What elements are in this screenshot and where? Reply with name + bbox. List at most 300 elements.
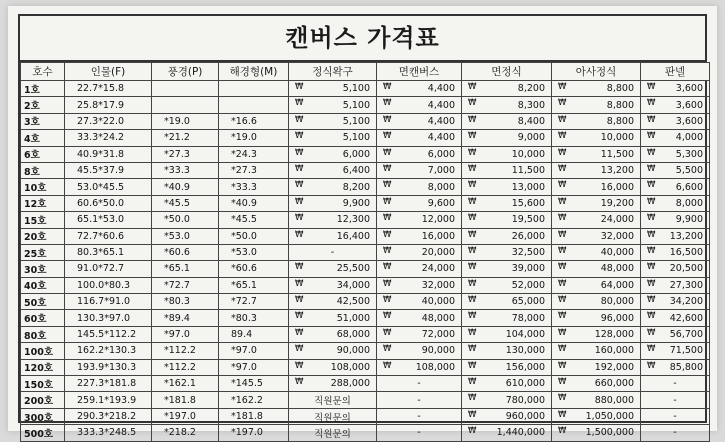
won-symbol: ₩ [468, 98, 477, 109]
cell-panel-price [641, 343, 710, 359]
cell-frame-price [289, 113, 377, 129]
won-symbol: ₩ [468, 377, 477, 388]
col-header-cotton-formal: 면정식 [462, 63, 552, 81]
won-symbol: ₩ [558, 426, 567, 437]
cell-cotton-canvas-price [377, 81, 462, 97]
cell-linen-formal-price [552, 376, 641, 392]
cell-cotton-formal-price [462, 113, 552, 129]
price-value: 610,000 [505, 378, 545, 390]
won-symbol: ₩ [295, 360, 304, 371]
won-symbol: ₩ [295, 114, 304, 125]
price-value: 156,000 [505, 361, 545, 373]
won-symbol: ₩ [383, 295, 392, 306]
cell-frame-price [289, 81, 377, 97]
cell-frame-price [289, 294, 377, 310]
cell-cotton-canvas-price [377, 244, 462, 260]
cell-linen-formal-price [552, 195, 641, 211]
table-row [21, 97, 710, 113]
won-symbol: ₩ [558, 196, 567, 207]
won-symbol: ₩ [647, 360, 656, 371]
cell-hosu: 25호 [21, 244, 65, 260]
cell-hosu: 100호 [21, 343, 65, 359]
price-value: 19,200 [600, 197, 634, 209]
price-value: 780,000 [505, 394, 545, 406]
table-row [21, 392, 710, 408]
col-header-panel: 판넬 [641, 63, 710, 81]
cell-portrait: 25.8*17.9 [65, 97, 152, 113]
price-value: 9,900 [675, 214, 703, 226]
won-symbol: ₩ [647, 147, 656, 158]
cell-landscape: *53.0 [152, 228, 219, 244]
price-value: 78,000 [511, 312, 545, 324]
price-value: 51,000 [336, 312, 370, 324]
cell-linen-formal-price [552, 425, 641, 441]
cell-landscape: *97.0 [152, 326, 219, 342]
won-symbol: ₩ [558, 245, 567, 256]
cell-cotton-formal-price [462, 359, 552, 375]
cell-hosu: 6호 [21, 146, 65, 162]
won-symbol: ₩ [647, 344, 656, 355]
won-symbol: ₩ [647, 311, 656, 322]
won-symbol: ₩ [558, 262, 567, 273]
cell-panel-price [641, 310, 710, 326]
won-symbol: ₩ [383, 278, 392, 289]
price-value: 13,000 [511, 181, 545, 193]
price-value: 19,500 [511, 214, 545, 226]
cell-marine: *27.3 [219, 162, 289, 178]
cell-frame-price [289, 277, 377, 293]
cell-landscape: *112.2 [152, 343, 219, 359]
cell-portrait: 333.3*248.5 [65, 425, 152, 441]
won-symbol: ₩ [558, 114, 567, 125]
won-symbol: ₩ [295, 98, 304, 109]
cell-hosu: 10호 [21, 179, 65, 195]
cell-linen-formal-price [552, 408, 641, 424]
won-symbol: ₩ [468, 344, 477, 355]
won-symbol: ₩ [647, 327, 656, 338]
cell-hosu: 8호 [21, 162, 65, 178]
cell-cotton-canvas-price [377, 179, 462, 195]
cell-panel-price [641, 326, 710, 342]
table-row [21, 228, 710, 244]
price-value: 24,000 [421, 263, 455, 275]
cell-cotton-formal-price [462, 425, 552, 441]
won-symbol: ₩ [295, 180, 304, 191]
won-symbol: ₩ [468, 245, 477, 256]
won-symbol: ₩ [468, 262, 477, 273]
won-symbol: ₩ [558, 180, 567, 191]
won-symbol: ₩ [295, 295, 304, 306]
cell-panel-price: - [641, 408, 710, 424]
table-row [21, 130, 710, 146]
table-row [21, 146, 710, 162]
cell-hosu: 30호 [21, 261, 65, 277]
won-symbol: ₩ [558, 147, 567, 158]
won-symbol: ₩ [383, 180, 392, 191]
won-symbol: ₩ [647, 180, 656, 191]
cell-frame-price [289, 326, 377, 342]
won-symbol: ₩ [383, 98, 392, 109]
col-header-landscape: 풍경(P) [152, 63, 219, 81]
cell-panel-price [641, 359, 710, 375]
cell-cotton-formal-price [462, 81, 552, 97]
price-value: 12,000 [421, 214, 455, 226]
won-symbol: ₩ [295, 213, 304, 224]
cell-portrait: 227.3*181.8 [65, 376, 152, 392]
price-value: 192,000 [594, 361, 634, 373]
cell-panel-price [641, 162, 710, 178]
won-symbol: ₩ [647, 196, 656, 207]
cell-landscape: *19.0 [152, 113, 219, 129]
table-row [21, 376, 710, 392]
cell-linen-formal-price [552, 228, 641, 244]
cell-cotton-canvas-price [377, 343, 462, 359]
won-symbol: ₩ [558, 98, 567, 109]
cell-panel-price [641, 244, 710, 260]
cell-frame-price [289, 130, 377, 146]
cell-cotton-canvas-price [377, 310, 462, 326]
cell-linen-formal-price [552, 392, 641, 408]
price-value: 7,000 [427, 165, 455, 177]
cell-cotton-formal-price [462, 228, 552, 244]
price-value: 20,500 [669, 263, 703, 275]
price-value: 8,200 [517, 83, 545, 95]
cell-cotton-canvas-price: - [377, 392, 462, 408]
cell-marine: *162.2 [219, 392, 289, 408]
won-symbol: ₩ [558, 311, 567, 322]
price-value: 6,600 [675, 181, 703, 193]
cell-marine: *33.3 [219, 179, 289, 195]
cell-cotton-formal-price [462, 212, 552, 228]
cell-cotton-formal-price [462, 146, 552, 162]
cell-portrait: 80.3*65.1 [65, 244, 152, 260]
cell-landscape: *72.7 [152, 277, 219, 293]
price-value: 52,000 [511, 279, 545, 291]
price-value: 8,200 [342, 181, 370, 193]
cell-portrait: 290.3*218.2 [65, 408, 152, 424]
table-row [21, 277, 710, 293]
won-symbol: ₩ [383, 245, 392, 256]
cell-portrait: 100.0*80.3 [65, 277, 152, 293]
col-header-portrait: 인물(F) [65, 63, 152, 81]
price-value: 6,000 [342, 148, 370, 160]
won-symbol: ₩ [468, 82, 477, 92]
cell-landscape: *80.3 [152, 294, 219, 310]
cell-cotton-formal-price [462, 294, 552, 310]
won-symbol: ₩ [647, 82, 656, 92]
price-value: 130,000 [505, 345, 545, 357]
price-value: 15,600 [511, 197, 545, 209]
cell-marine: 89.4 [219, 326, 289, 342]
price-value: 85,800 [669, 361, 703, 373]
won-symbol: ₩ [558, 131, 567, 142]
price-value: 4,400 [427, 132, 455, 144]
cell-panel-price [641, 130, 710, 146]
price-value: 39,000 [511, 263, 545, 275]
price-value: 10,000 [600, 132, 634, 144]
price-value: 56,700 [669, 329, 703, 341]
cell-frame-price [289, 310, 377, 326]
cell-cotton-formal-price [462, 195, 552, 211]
price-value: 25,500 [336, 263, 370, 275]
table-row [21, 425, 710, 441]
price-value: 3,600 [675, 115, 703, 127]
won-symbol: ₩ [468, 426, 477, 437]
cell-marine: *181.8 [219, 408, 289, 424]
cell-hosu: 1호 [21, 81, 65, 97]
cell-portrait: 65.1*53.0 [65, 212, 152, 228]
cell-linen-formal-price [552, 343, 641, 359]
price-value: 160,000 [594, 345, 634, 357]
cell-marine: *45.5 [219, 212, 289, 228]
cell-portrait: 45.5*37.9 [65, 162, 152, 178]
table-row [21, 343, 710, 359]
cell-frame-price [289, 162, 377, 178]
price-value: 40,000 [421, 296, 455, 308]
price-value: 27,300 [669, 279, 703, 291]
price-value: 6,000 [427, 148, 455, 160]
price-value: 4,400 [427, 83, 455, 95]
won-symbol: ₩ [558, 409, 567, 420]
table-row [21, 81, 710, 97]
cell-cotton-canvas-price [377, 294, 462, 310]
cell-marine: *97.0 [219, 343, 289, 359]
price-value: 4,400 [427, 115, 455, 127]
cell-marine: *97.0 [219, 359, 289, 375]
cell-cotton-formal-price [462, 244, 552, 260]
table-row [21, 179, 710, 195]
won-symbol: ₩ [383, 82, 392, 92]
cell-hosu: 120호 [21, 359, 65, 375]
won-symbol: ₩ [558, 82, 567, 92]
cell-panel-price [641, 261, 710, 277]
won-symbol: ₩ [295, 82, 304, 92]
price-value: 4,000 [675, 132, 703, 144]
price-value: 8,300 [517, 99, 545, 111]
cell-panel-price: - [641, 392, 710, 408]
price-value: 108,000 [415, 361, 455, 373]
table-row [21, 195, 710, 211]
won-symbol: ₩ [468, 213, 477, 224]
price-value: 1,500,000 [585, 427, 634, 439]
won-symbol: ₩ [383, 163, 392, 174]
price-value: 880,000 [594, 394, 634, 406]
won-symbol: ₩ [558, 393, 567, 404]
cell-hosu: 3호 [21, 113, 65, 129]
cell-linen-formal-price [552, 277, 641, 293]
cell-landscape: *45.5 [152, 195, 219, 211]
price-value: 80,000 [600, 296, 634, 308]
price-value: 90,000 [336, 345, 370, 357]
won-symbol: ₩ [468, 180, 477, 191]
cell-landscape [152, 81, 219, 97]
header-row [21, 63, 710, 81]
price-value: 8,800 [606, 83, 634, 95]
price-value: 288,000 [330, 378, 370, 390]
won-symbol: ₩ [558, 295, 567, 306]
price-value: 11,500 [600, 148, 634, 160]
cell-frame-price [289, 261, 377, 277]
cell-portrait: 72.7*60.6 [65, 228, 152, 244]
table-row [21, 310, 710, 326]
cell-cotton-canvas-price [377, 97, 462, 113]
cell-cotton-canvas-price [377, 212, 462, 228]
cell-panel-price [641, 81, 710, 97]
cell-linen-formal-price [552, 146, 641, 162]
cell-hosu: 500호 [21, 425, 65, 441]
price-table [20, 62, 710, 442]
price-value: 8,000 [675, 197, 703, 209]
cell-hosu: 300호 [21, 408, 65, 424]
won-symbol: ₩ [295, 327, 304, 338]
price-table-frame [18, 14, 707, 440]
cell-hosu: 12호 [21, 195, 65, 211]
price-value: 71,500 [669, 345, 703, 357]
cell-hosu: 15호 [21, 212, 65, 228]
cell-hosu: 4호 [21, 130, 65, 146]
col-header-hosu: 호수 [21, 63, 65, 81]
price-value: 34,200 [669, 296, 703, 308]
won-symbol: ₩ [647, 114, 656, 125]
cell-linen-formal-price [552, 212, 641, 228]
cell-hosu: 60호 [21, 310, 65, 326]
table-row [21, 261, 710, 277]
won-symbol: ₩ [295, 377, 304, 388]
price-value: 68,000 [336, 329, 370, 341]
cell-portrait: 40.9*31.8 [65, 146, 152, 162]
price-value: 24,000 [600, 214, 634, 226]
won-symbol: ₩ [383, 147, 392, 158]
cell-linen-formal-price [552, 81, 641, 97]
price-value: 1,050,000 [585, 411, 634, 422]
won-symbol: ₩ [468, 114, 477, 125]
cell-landscape: *21.2 [152, 130, 219, 146]
cell-panel-price: - [641, 425, 710, 441]
price-value: 960,000 [505, 411, 545, 422]
cell-linen-formal-price [552, 244, 641, 260]
table-row [21, 113, 710, 129]
price-value: 40,000 [600, 247, 634, 259]
cell-landscape: *33.3 [152, 162, 219, 178]
price-value: 32,000 [421, 279, 455, 291]
won-symbol: ₩ [468, 131, 477, 142]
cell-cotton-formal-price [462, 392, 552, 408]
won-symbol: ₩ [647, 245, 656, 256]
won-symbol: ₩ [558, 213, 567, 224]
price-value: 20,000 [421, 247, 455, 259]
price-value: 32,000 [600, 230, 634, 242]
cell-hosu: 50호 [21, 294, 65, 310]
cell-cotton-formal-price [462, 408, 552, 424]
table-row [21, 212, 710, 228]
cell-landscape: *65.1 [152, 261, 219, 277]
price-value: 128,000 [594, 329, 634, 341]
cell-cotton-canvas-price [377, 146, 462, 162]
cell-panel-price [641, 97, 710, 113]
cell-landscape: *89.4 [152, 310, 219, 326]
cell-frame-price [289, 359, 377, 375]
price-value: 34,000 [336, 279, 370, 291]
price-value: 5,100 [342, 132, 370, 144]
price-value: 48,000 [600, 263, 634, 275]
cell-landscape: *218.2 [152, 425, 219, 441]
cell-hosu: 150호 [21, 376, 65, 392]
won-symbol: ₩ [383, 229, 392, 240]
cell-frame-price: 직원문의 [289, 392, 377, 408]
cell-landscape: *27.3 [152, 146, 219, 162]
price-value: 5,300 [675, 148, 703, 160]
won-symbol: ₩ [383, 262, 392, 273]
won-symbol: ₩ [468, 147, 477, 158]
cell-panel-price: - [641, 376, 710, 392]
cell-portrait: 27.3*22.0 [65, 113, 152, 129]
cell-panel-price [641, 277, 710, 293]
cell-portrait: 116.7*91.0 [65, 294, 152, 310]
won-symbol: ₩ [558, 377, 567, 388]
price-value: 3,600 [675, 83, 703, 95]
cell-cotton-formal-price [462, 130, 552, 146]
cell-marine: *65.1 [219, 277, 289, 293]
cell-linen-formal-price [552, 162, 641, 178]
won-symbol: ₩ [295, 131, 304, 142]
cell-linen-formal-price [552, 179, 641, 195]
cell-linen-formal-price [552, 310, 641, 326]
cell-cotton-canvas-price [377, 113, 462, 129]
cell-cotton-formal-price [462, 376, 552, 392]
cell-landscape: *181.8 [152, 392, 219, 408]
won-symbol: ₩ [383, 311, 392, 322]
cell-marine: *50.0 [219, 228, 289, 244]
cell-portrait: 193.9*130.3 [65, 359, 152, 375]
cell-marine: *53.0 [219, 244, 289, 260]
price-value: 9,600 [427, 197, 455, 209]
cell-marine: *197.0 [219, 425, 289, 441]
cell-marine: *16.6 [219, 113, 289, 129]
price-value: 1,440,000 [496, 427, 545, 439]
cell-portrait: 33.3*24.2 [65, 130, 152, 146]
won-symbol: ₩ [468, 393, 477, 404]
price-value: 8,800 [606, 99, 634, 111]
won-symbol: ₩ [647, 98, 656, 109]
table-row [21, 244, 710, 260]
table-row [21, 359, 710, 375]
table-row [21, 408, 710, 424]
cell-landscape: *50.0 [152, 212, 219, 228]
won-symbol: ₩ [383, 196, 392, 207]
cell-cotton-formal-price [462, 162, 552, 178]
won-symbol: ₩ [647, 262, 656, 273]
won-symbol: ₩ [468, 163, 477, 174]
cell-linen-formal-price [552, 113, 641, 129]
price-value: 96,000 [600, 312, 634, 324]
cell-linen-formal-price [552, 97, 641, 113]
price-value: 104,000 [505, 329, 545, 341]
cell-hosu: 80호 [21, 326, 65, 342]
cell-cotton-formal-price [462, 261, 552, 277]
cell-marine: *145.5 [219, 376, 289, 392]
price-value: 5,100 [342, 115, 370, 127]
price-value: 42,500 [336, 296, 370, 308]
price-value: 13,200 [600, 165, 634, 177]
won-symbol: ₩ [647, 213, 656, 224]
won-symbol: ₩ [468, 360, 477, 371]
cell-panel-price [641, 113, 710, 129]
won-symbol: ₩ [468, 278, 477, 289]
won-symbol: ₩ [468, 196, 477, 207]
cell-marine: *80.3 [219, 310, 289, 326]
won-symbol: ₩ [647, 278, 656, 289]
cell-cotton-formal-price [462, 179, 552, 195]
